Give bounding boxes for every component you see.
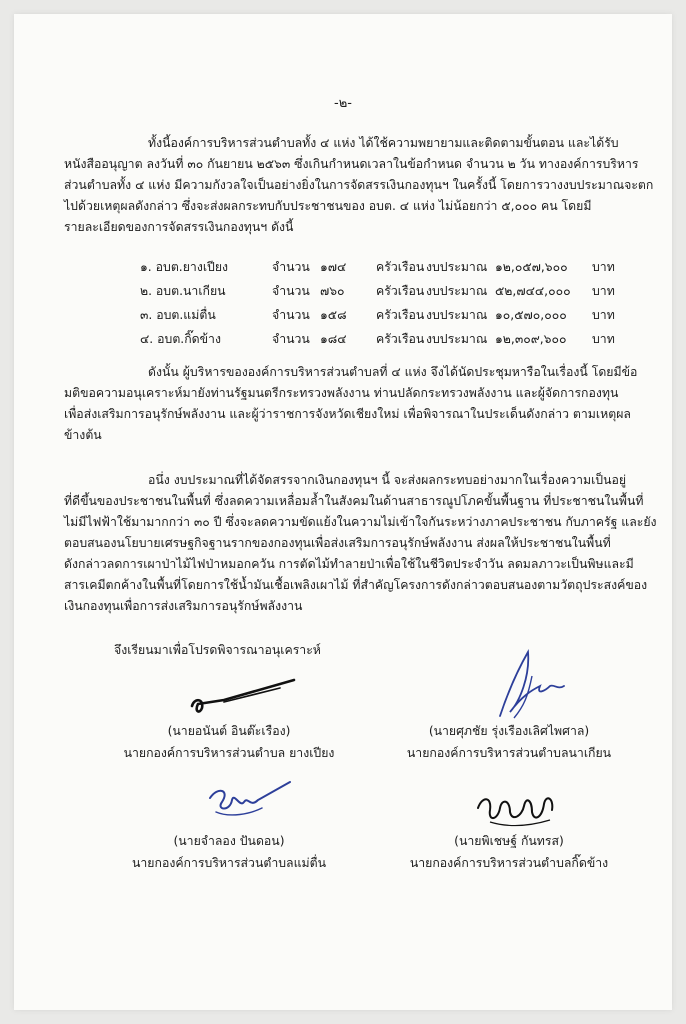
paragraph-request <box>64 362 637 446</box>
signature-supachai <box>470 646 580 726</box>
paragraph-line: รายละเอียดของการจัดสรรเงินกองทุนฯ ดังนี้ <box>64 220 294 234</box>
budget-amount: ๑๒,๓๐๙,๖๐๐ <box>495 332 567 346</box>
budget-label: งบประมาณ <box>426 260 488 274</box>
signature-chamlong <box>200 778 300 828</box>
signatory-title: นายกองค์การบริหารส่วนตำบลกิ๊ดข้าง <box>409 856 609 870</box>
paragraph-line: ดังนั้น ผู้บริหารขององค์การบริหารส่วนตำบลที่ ๔ แห่ง จึงได้นัดประชุมหารือในเรื่องนี้ โดยมีข้อ <box>148 365 638 379</box>
paragraph-line: ดังกล่าวลดการเผาป่าไม้ไฟป่าหมอกควัน การตัดไม้ทำลายป่าเพื่อใช้ในชีวิตประจำวัน ลดมลภาวะเป็นพิษและมี <box>64 557 634 571</box>
signatory-name: (นายพิเชษฐ์ กันทรส) <box>454 834 564 848</box>
signatory-name: (นายศุภชัย รุ่งเรืองเลิศไพศาล) <box>428 724 590 738</box>
signatory-title: นายกองค์การบริหารส่วนตำบลนาเกียน <box>406 746 612 760</box>
count-label: จำนวน <box>272 308 310 322</box>
signature-pichet <box>470 782 570 832</box>
household-unit: ครัวเรือน <box>376 308 425 322</box>
paragraph-line: ที่ดีขึ้นของประชาชนในพื้นที่ ซึ่งลดความเหลื่อมล้ำในสังคมในด้านสาธารณูปโภคขั้นพื้นฐาน ที่ประชาชนในพื้นที่ <box>64 494 644 508</box>
count-label: จำนวน <box>272 332 310 346</box>
paragraph-line: ไม่มีไฟฟ้าใช้มามากกว่า ๓๐ ปี ซึ่งจะลดความขัดแย้งในความไม่เข้าใจกันระหว่างภาคประชาชน กับภาครัฐ และยัง <box>64 515 657 529</box>
budget-amount: ๑๒,๐๕๗,๖๐๐ <box>495 260 568 274</box>
currency: บาท <box>592 332 615 346</box>
paragraph-line: ข้างต้น <box>64 428 102 442</box>
paragraph-line: ตอบสนองนโยบายเศรษฐกิจฐานรากของกองทุนเพื่อส่งเสริมการอนุรักษ์พลังงาน ส่งผลให้ประชาชนในพื้นที่ <box>64 536 611 550</box>
currency: บาท <box>592 308 615 322</box>
count-label: จำนวน <box>272 284 310 298</box>
paragraph-intro <box>64 133 653 238</box>
currency: บาท <box>592 260 615 274</box>
allocation-name: ๑. อบต.ยางเปียง <box>140 260 229 274</box>
household-unit: ครัวเรือน <box>376 284 425 298</box>
paragraph-line: เงินกองทุนเพื่อการส่งเสริมการอนุรักษ์พลังงาน <box>64 599 303 613</box>
count-label: จำนวน <box>272 260 310 274</box>
currency: บาท <box>592 284 615 298</box>
signatory-block <box>384 720 634 764</box>
paragraph-impact <box>64 470 657 617</box>
signatory-block <box>104 720 354 764</box>
signatory-name: (นายอนันต์ อินต๊ะเรือง) <box>167 724 291 738</box>
budget-label: งบประมาณ <box>426 284 488 298</box>
household-unit: ครัวเรือน <box>376 332 425 346</box>
signatory-title: นายกองค์การบริหารส่วนตำบลแม่ตื่น <box>131 856 327 870</box>
signature-anan <box>184 668 304 718</box>
household-count: ๑๘๔ <box>320 332 347 346</box>
budget-label: งบประมาณ <box>426 332 488 346</box>
household-count: ๗๖๐ <box>320 284 345 298</box>
paragraph-line: สารเคมีตกค้างในพื้นที่โดยการใช้น้ำมันเชื้อเพลิงเผาไม้ ที่สำคัญโครงการดังกล่าวตอบสนองตามวัตถุประสงค์ของ <box>64 578 648 592</box>
paragraph-line: เพื่อส่งเสริมการอนุรักษ์พลังงาน และผู้ว่าราชการจังหวัดเชียงใหม่ เพื่อพิจารณาในประเด็นดังกล่าว ตามเหตุผล <box>64 407 631 421</box>
paragraph-line: ไปด้วยเหตุผลดังกล่าว ซึ่งจะส่งผลกระทบกับประชาชนของ อบต. ๔ แห่ง ไม่น้อยกว่า ๕,๐๐๐ คน โดยมี <box>64 199 592 213</box>
paragraph-line: หนังสืออนุญาต ลงวันที่ ๓๐ กันยายน ๒๕๖๓ ซึ่งเกินกำหนดเวลาในข้อกำหนด จำนวน ๒ วัน ทางองค์การบริหาร <box>64 157 639 171</box>
budget-label: งบประมาณ <box>426 308 488 322</box>
signatory-name: (นายจำลอง ปันดอน) <box>173 834 285 848</box>
signatory-block <box>384 830 634 874</box>
closing-line: จึงเรียนมาเพื่อโปรดพิจารณาอนุเคราะห์ <box>114 643 321 657</box>
allocation-name: ๒. อบต.นาเกียน <box>140 284 226 298</box>
signatory-title: นายกองค์การบริหารส่วนตำบล ยางเปียง <box>123 746 335 760</box>
paragraph-line: ส่วนตำบลทั้ง ๔ แห่ง มีความกังวลใจเป็นอย่างยิ่งในการจัดสรรเงินกองทุนฯ ในครั้งนี้ โดยการวางงบประมาณจะตก <box>64 178 654 192</box>
allocation-name: ๓. อบต.แม่ตื่น <box>140 308 216 322</box>
paragraph-line: ทั้งนี้องค์การบริหารส่วนตำบลทั้ง ๔ แห่ง ได้ใช้ความพยายามและติดตามขั้นตอน และได้รับ <box>148 136 619 150</box>
household-count: ๑๗๔ <box>320 260 347 274</box>
signatory-block <box>104 830 354 874</box>
paragraph-line: อนึ่ง งบประมาณที่ได้จัดสรรจากเงินกองทุนฯ นี้ จะส่งผลกระทบอย่างมากในเรื่องความเป็นอยู่ <box>148 473 627 487</box>
paragraph-line: มติขอความอนุเคราะห์มายังท่านรัฐมนตรีกระทรวงพลังงาน ท่านปลัดกระทรวงพลังงาน และผู้จัดการกองทุน <box>64 386 619 400</box>
allocation-name: ๔. อบต.กิ๊ดข้าง <box>140 332 221 346</box>
budget-amount: ๑๐,๕๗๐,๐๐๐ <box>495 308 567 322</box>
page-number: -๒- <box>334 96 352 111</box>
household-unit: ครัวเรือน <box>376 260 425 274</box>
household-count: ๑๕๘ <box>320 308 347 322</box>
budget-amount: ๕๒,๗๔๔,๐๐๐ <box>495 284 571 298</box>
document-page <box>14 14 672 1010</box>
